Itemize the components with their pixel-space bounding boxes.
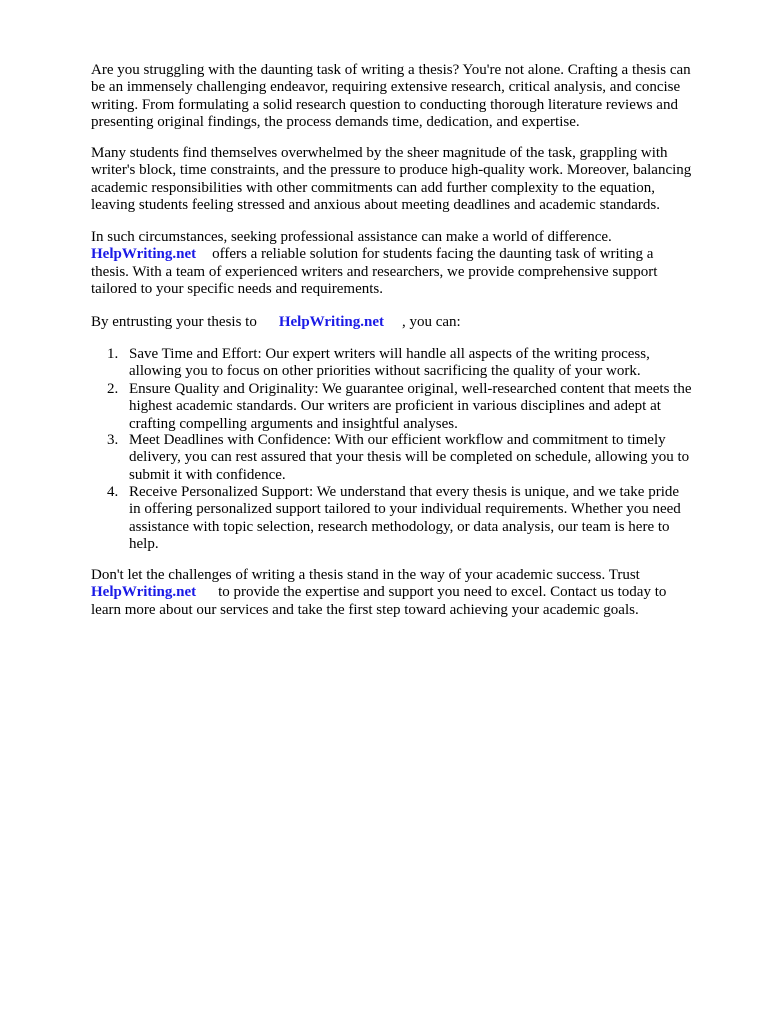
text-line: crafting compelling arguments and insightful analyses. xyxy=(129,415,458,432)
text-line: delivery, you can rest assured that your thesis will be completed on schedule, allowing you to xyxy=(129,449,690,466)
text-line: writing. From formulating a solid research question to conducting thorough literature reviews and xyxy=(91,96,678,113)
entrust-paragraph xyxy=(91,314,721,331)
text-line xyxy=(91,584,721,601)
assistance-paragraph xyxy=(91,229,721,299)
text-line: Are you struggling with the daunting task of writing a thesis? You're not alone. Crafting a thesis can xyxy=(91,62,691,78)
text-line: learn more about our services and take the first step toward achieving your academic goals. xyxy=(91,601,639,618)
text-line: Receive Personalized Support: We understand that every thesis is unique, and we take pride xyxy=(129,484,680,500)
list-item-text xyxy=(129,432,689,484)
text-line: Ensure Quality and Originality: We guarantee original, well-researched content that meets the xyxy=(129,381,692,397)
helpwriting-link[interactable]: HelpWriting.net xyxy=(91,246,197,263)
text-line: academic responsibilities with other commitments can add further complexity to the equation, xyxy=(91,179,656,196)
text-line: highest academic standards. Our writers are proficient in various disciplines and adept at xyxy=(129,398,661,415)
text-line: Many students find themselves overwhelmed by the sheer magnitude of the task, grappling with xyxy=(91,145,668,161)
text-line: Don't let the challenges of writing a thesis stand in the way of your academic success. Trust xyxy=(91,567,640,583)
text-line: presenting original findings, the process demands time, dedication, and expertise. xyxy=(91,114,580,131)
text-line: In such circumstances, seeking professional assistance can make a world of difference. xyxy=(91,229,612,245)
list-item-text xyxy=(129,346,650,381)
text-line: be an immensely challenging endeavor, requiring extensive research, critical analysis, and concise xyxy=(91,79,681,96)
list-number: 4. xyxy=(107,484,119,500)
text-line: submit it with confidence. xyxy=(129,466,286,483)
list-number: 2. xyxy=(107,381,119,397)
link-trailing-text: to provide the expertise and support you need to excel. Contact us today to xyxy=(218,584,667,601)
closing-paragraph xyxy=(91,567,721,619)
text-line: assistance with topic selection, research methodology, or data analysis, our team is here to xyxy=(129,518,670,535)
text-line: allowing you to focus on other priorities without sacrificing the quality of your work. xyxy=(129,363,641,380)
helpwriting-link[interactable]: HelpWriting.net xyxy=(91,584,197,601)
text-line xyxy=(91,246,721,263)
entrust-trailing-text: , you can: xyxy=(401,314,461,330)
list-number: 1. xyxy=(107,346,119,362)
text-line: Save Time and Effort: Our expert writers will handle all aspects of the writing process, xyxy=(129,346,650,362)
text-line: Meet Deadlines with Confidence: With our efficient workflow and commitment to timely xyxy=(129,432,666,448)
text-line: in offering personalized support tailored to your individual requirements. Whether you need xyxy=(129,501,681,518)
text-line: leaving students feeling stressed and anxious about meeting deadlines and academic standards. xyxy=(91,197,660,214)
intro-paragraph xyxy=(91,62,721,132)
text-line: writer's block, time constraints, and the pressure to produce high-quality work. Moreover, balancing xyxy=(91,162,692,179)
struggles-paragraph xyxy=(91,145,721,215)
entrust-lead-text: By entrusting your thesis to xyxy=(91,314,257,330)
text-line xyxy=(91,314,721,331)
helpwriting-link[interactable]: HelpWriting.net xyxy=(278,314,384,330)
text-line: thesis. With a team of experienced writers and researchers, we provide comprehensive support xyxy=(91,263,658,280)
list-item-text xyxy=(129,381,691,433)
text-line: help. xyxy=(129,536,159,553)
text-line: tailored to your specific needs and requirements. xyxy=(91,281,383,298)
list-item-text xyxy=(129,484,681,554)
link-trailing-text: offers a reliable solution for students facing the daunting task of writing a xyxy=(212,246,654,263)
list-number: 3. xyxy=(107,432,119,448)
